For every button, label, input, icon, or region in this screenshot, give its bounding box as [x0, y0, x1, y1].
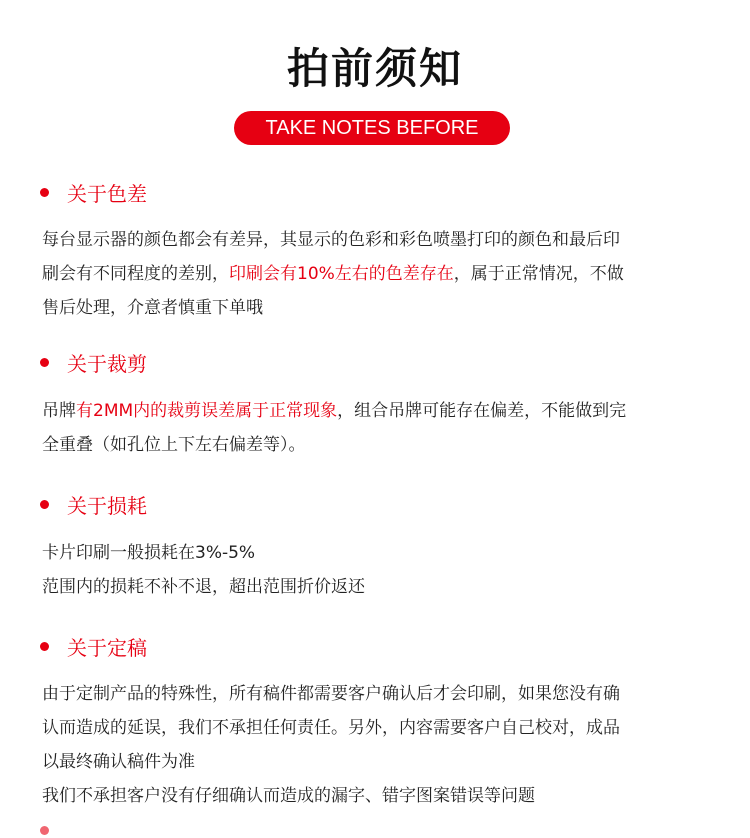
subtitle-badge	[234, 111, 510, 145]
next-section-cutoff	[36, 826, 67, 835]
section-title: 关于定稿	[67, 636, 147, 660]
section-title: 关于损耗	[67, 494, 147, 518]
bullet-dot-icon	[40, 358, 49, 367]
highlight-text: 印刷会有10%左右的色差存在	[229, 264, 454, 284]
body-line	[42, 223, 702, 257]
body-text: 刷会有不同程度的差别，	[42, 264, 229, 284]
section-heading	[36, 178, 147, 207]
section-body	[42, 394, 702, 462]
body-line	[42, 677, 702, 711]
body-text: ，组合吊牌可能存在偏差，不能做到完	[337, 401, 627, 421]
body-line	[42, 745, 702, 779]
body-text: 每台显示器的颜色都会有差异，其显示的色彩和彩色喷墨打印的颜色和最后印	[42, 230, 620, 250]
body-line	[42, 779, 702, 813]
body-text: 我们不承担客户没有仔细确认而造成的漏字、错字图案错误等问题	[42, 786, 535, 806]
body-text: 全重叠（如孔位上下左右偏差等）。	[42, 435, 306, 455]
page-title: 拍前须知	[286, 44, 463, 93]
bullet-dot-icon	[40, 188, 49, 197]
body-text: 吊牌	[42, 401, 76, 421]
body-line	[42, 428, 702, 462]
body-text: ，属于正常情况，不做	[453, 264, 624, 284]
section-body	[42, 223, 702, 325]
section-title: 关于裁剪	[67, 352, 147, 376]
section-body	[42, 677, 702, 813]
body-line	[42, 394, 702, 428]
body-text: 售后处理，介意者慎重下单哦	[42, 298, 263, 318]
section-title: 关于色差	[67, 182, 147, 206]
body-line	[42, 536, 702, 570]
body-line	[42, 257, 702, 291]
body-text: 范围内的损耗不补不退，超出范围折价返还	[42, 577, 365, 597]
body-text: 卡片印刷一般损耗在3%-5%	[42, 543, 256, 563]
body-line	[42, 570, 702, 604]
highlight-text: 有2MM内的裁剪误差属于正常现象	[76, 401, 338, 421]
section-heading	[36, 490, 147, 519]
bullet-dot-icon	[40, 826, 49, 835]
body-text: 认而造成的延误，我们不承担任何责任。另外，内容需要客户自己校对，成品	[42, 718, 620, 738]
subtitle-text: TAKE NOTES BEFORE	[265, 116, 479, 139]
section-heading	[36, 348, 147, 377]
body-text: 由于定制产品的特殊性，所有稿件都需要客户确认后才会印刷，如果您没有确	[42, 684, 620, 704]
bullet-dot-icon	[40, 500, 49, 509]
bullet-dot-icon	[40, 642, 49, 651]
section-heading	[36, 632, 147, 661]
body-text: 以最终确认稿件为准	[42, 752, 195, 772]
body-line	[42, 711, 702, 745]
body-line	[42, 291, 702, 325]
section-body	[42, 536, 702, 604]
